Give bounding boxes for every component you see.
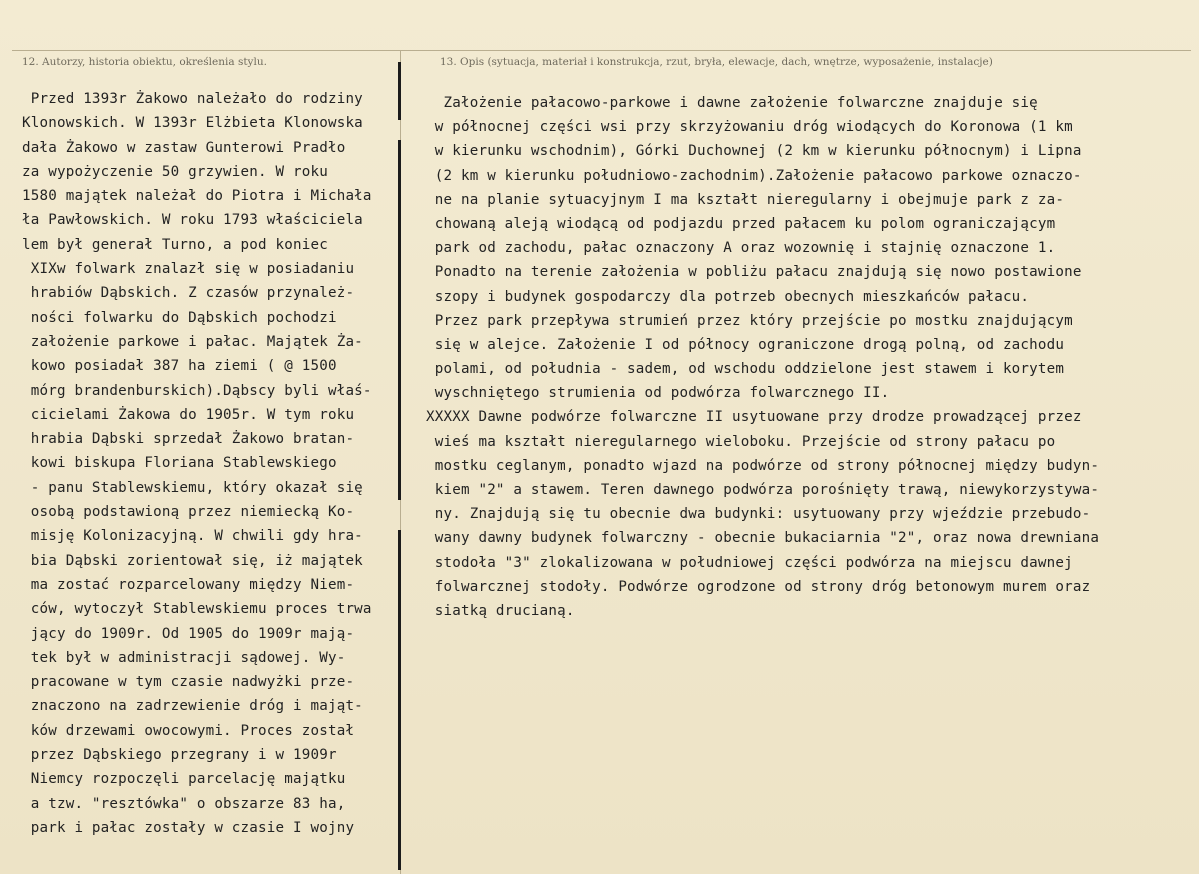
text-line: Założenie pałacowo-parkowe i dawne założenie folwarczne znajduje się xyxy=(426,95,1038,111)
text-line: szopy i budynek gospodarczy dla potrzeb obecnych mieszkańców pałacu. xyxy=(426,288,1030,305)
text-line: pracowane w tym czasie nadwyżki prze- xyxy=(22,674,355,691)
text-line: ma zostać rozparcelowany między Niem- xyxy=(22,576,355,593)
typed-bar-mark xyxy=(398,530,401,870)
text-line: za wypożyczenie 50 grzywien. W roku xyxy=(22,163,328,180)
text-line: Niemcy rozpoczęli parcelację majątku xyxy=(22,771,346,788)
text-line: 1580 majątek należał do Piotra i Michała xyxy=(22,188,372,205)
text-line: misję Kolonizacyjną. W chwili gdy hra- xyxy=(22,528,363,545)
description-text xyxy=(426,91,1196,623)
text-line: mostku ceglanym, ponadto wjazd na podwórze od strony północnej między budyn- xyxy=(426,457,1100,474)
section-12-header: 12. Autorzy, historia obiektu, określenia stylu. xyxy=(22,56,267,68)
text-line: bia Dąbski zorientował się, iż majątek xyxy=(22,552,363,569)
text-line: ny. Znajdują się tu obecnie dwa budynki: usytuowany przy wjeździe przebudo- xyxy=(426,506,1091,523)
text-line: park i pałac zostały w czasie I wojny xyxy=(22,819,355,836)
header-rule xyxy=(12,50,1191,51)
text-line: wany dawny budynek folwarczny - obecnie bukaciarnia "2", oraz nowa drewniana xyxy=(426,530,1100,547)
text-line: kowi biskupa Floriana Stablewskiego xyxy=(22,455,337,472)
text-line: założenie parkowe i pałac. Majątek Ża- xyxy=(22,333,363,350)
text-line: - panu Stablewskiemu, który okazał się xyxy=(22,479,363,496)
history-text xyxy=(22,87,398,840)
section-13-header: 13. Opis (sytuacja, materiał i konstrukcja, rzut, bryła, elewacje, dach, wnętrze, wyposażenie, instalacje) xyxy=(440,56,993,68)
text-line: ców, wytoczył Stablewskiemu proces trwa xyxy=(22,601,372,618)
text-line: znaczono na zadrzewienie dróg i mająt- xyxy=(22,698,363,715)
text-line: park od zachodu, pałac oznaczony A oraz wozownię i stajnię oznaczone 1. xyxy=(426,240,1056,257)
text-line: ności folwarku do Dąbskich pochodzi xyxy=(22,309,337,326)
text-line: folwarcznej stodoły. Podwórze ogrodzone od strony dróg betonowym murem oraz xyxy=(426,578,1091,595)
text-line: hrabia Dąbski sprzedał Żakowo bratan- xyxy=(22,431,355,448)
text-line: ne na planie sytuacyjnym I ma kształt nieregularny i obejmuje park z za- xyxy=(426,191,1065,208)
text-line: polami, od południa - sadem, od wschodu oddzielone jest stawem i korytem xyxy=(426,361,1065,378)
text-line: a tzw. "resztówka" o obszarze 83 ha, xyxy=(22,795,346,812)
text-line: cicielami Żakowa do 1905r. W tym roku xyxy=(22,406,355,423)
text-line: siatką drucianą. xyxy=(426,602,575,619)
text-line: kiem "2" a stawem. Teren dawnego podwórza porośnięty trawą, niewykorzystywa- xyxy=(426,482,1100,498)
text-line: Przez park przepływa strumień przez który przejście po mostku znajdującym xyxy=(426,312,1073,329)
text-line: osobą podstawioną przez niemiecką Ko- xyxy=(22,504,355,521)
text-line: stodoła "3" zlokalizowana w południowej części podwórza na miejscu dawnej xyxy=(426,554,1073,571)
text-line: XIXw folwark znalazł się w posiadaniu xyxy=(22,261,355,278)
text-line: hrabiów Dąbskich. Z czasów przynależ- xyxy=(22,285,355,302)
text-line: w północnej części wsi przy skrzyżowaniu dróg wiodących do Koronowa (1 km xyxy=(426,119,1073,136)
text-line: ła Pawłowskich. W roku 1793 właściciela xyxy=(22,212,363,229)
text-line: przez Dąbskiego przegrany i w 1909r xyxy=(22,747,337,764)
text-line: Przed 1393r Żakowo należało do rodziny xyxy=(22,91,363,107)
text-line: wyschniętego strumienia od podwórza folwarcznego II. xyxy=(426,385,890,402)
text-line: się w alejce. Założenie I od północy ograniczone drogą polną, od zachodu xyxy=(426,336,1065,353)
text-line: Klonowskich. W 1393r Elżbieta Klonowska xyxy=(22,115,363,132)
text-line: lem był generał Turno, a pod koniec xyxy=(22,236,328,253)
text-line: tek był w administracji sądowej. Wy- xyxy=(22,649,346,666)
text-line: kowo posiadał 387 ha ziemi ( @ 1500 xyxy=(22,358,337,375)
typed-bar-mark xyxy=(398,140,401,500)
text-line: w kierunku wschodnim), Górki Duchownej (2 km w kierunku północnym) i Lipna xyxy=(426,143,1082,160)
text-line: dała Żakowo w zastaw Gunterowi Pradło xyxy=(22,139,346,156)
text-line: (2 km w kierunku południowo-zachodnim).Założenie pałacowo parkowe oznaczo- xyxy=(426,167,1082,184)
text-line: jący do 1909r. Od 1905 do 1909r mają- xyxy=(22,625,355,642)
text-line: ków drzewami owocowymi. Proces został xyxy=(22,722,355,739)
text-line: Ponadto na terenie założenia w pobliżu pałacu znajdują się nowo postawione xyxy=(426,264,1082,281)
text-line: XXXXX Dawne podwórze folwarczne II usytuowane przy drodze prowadzącej przez xyxy=(426,409,1082,426)
text-line: wieś ma kształt nieregularnego wieloboku. Przejście od strony pałacu po xyxy=(426,433,1056,450)
text-line: mórg brandenburskich).Dąbscy byli właś- xyxy=(22,382,372,399)
text-line: chowaną aleją wiodącą od podjazdu przed pałacem ku polom ograniczającym xyxy=(426,215,1056,232)
typed-bar-mark xyxy=(398,62,401,120)
